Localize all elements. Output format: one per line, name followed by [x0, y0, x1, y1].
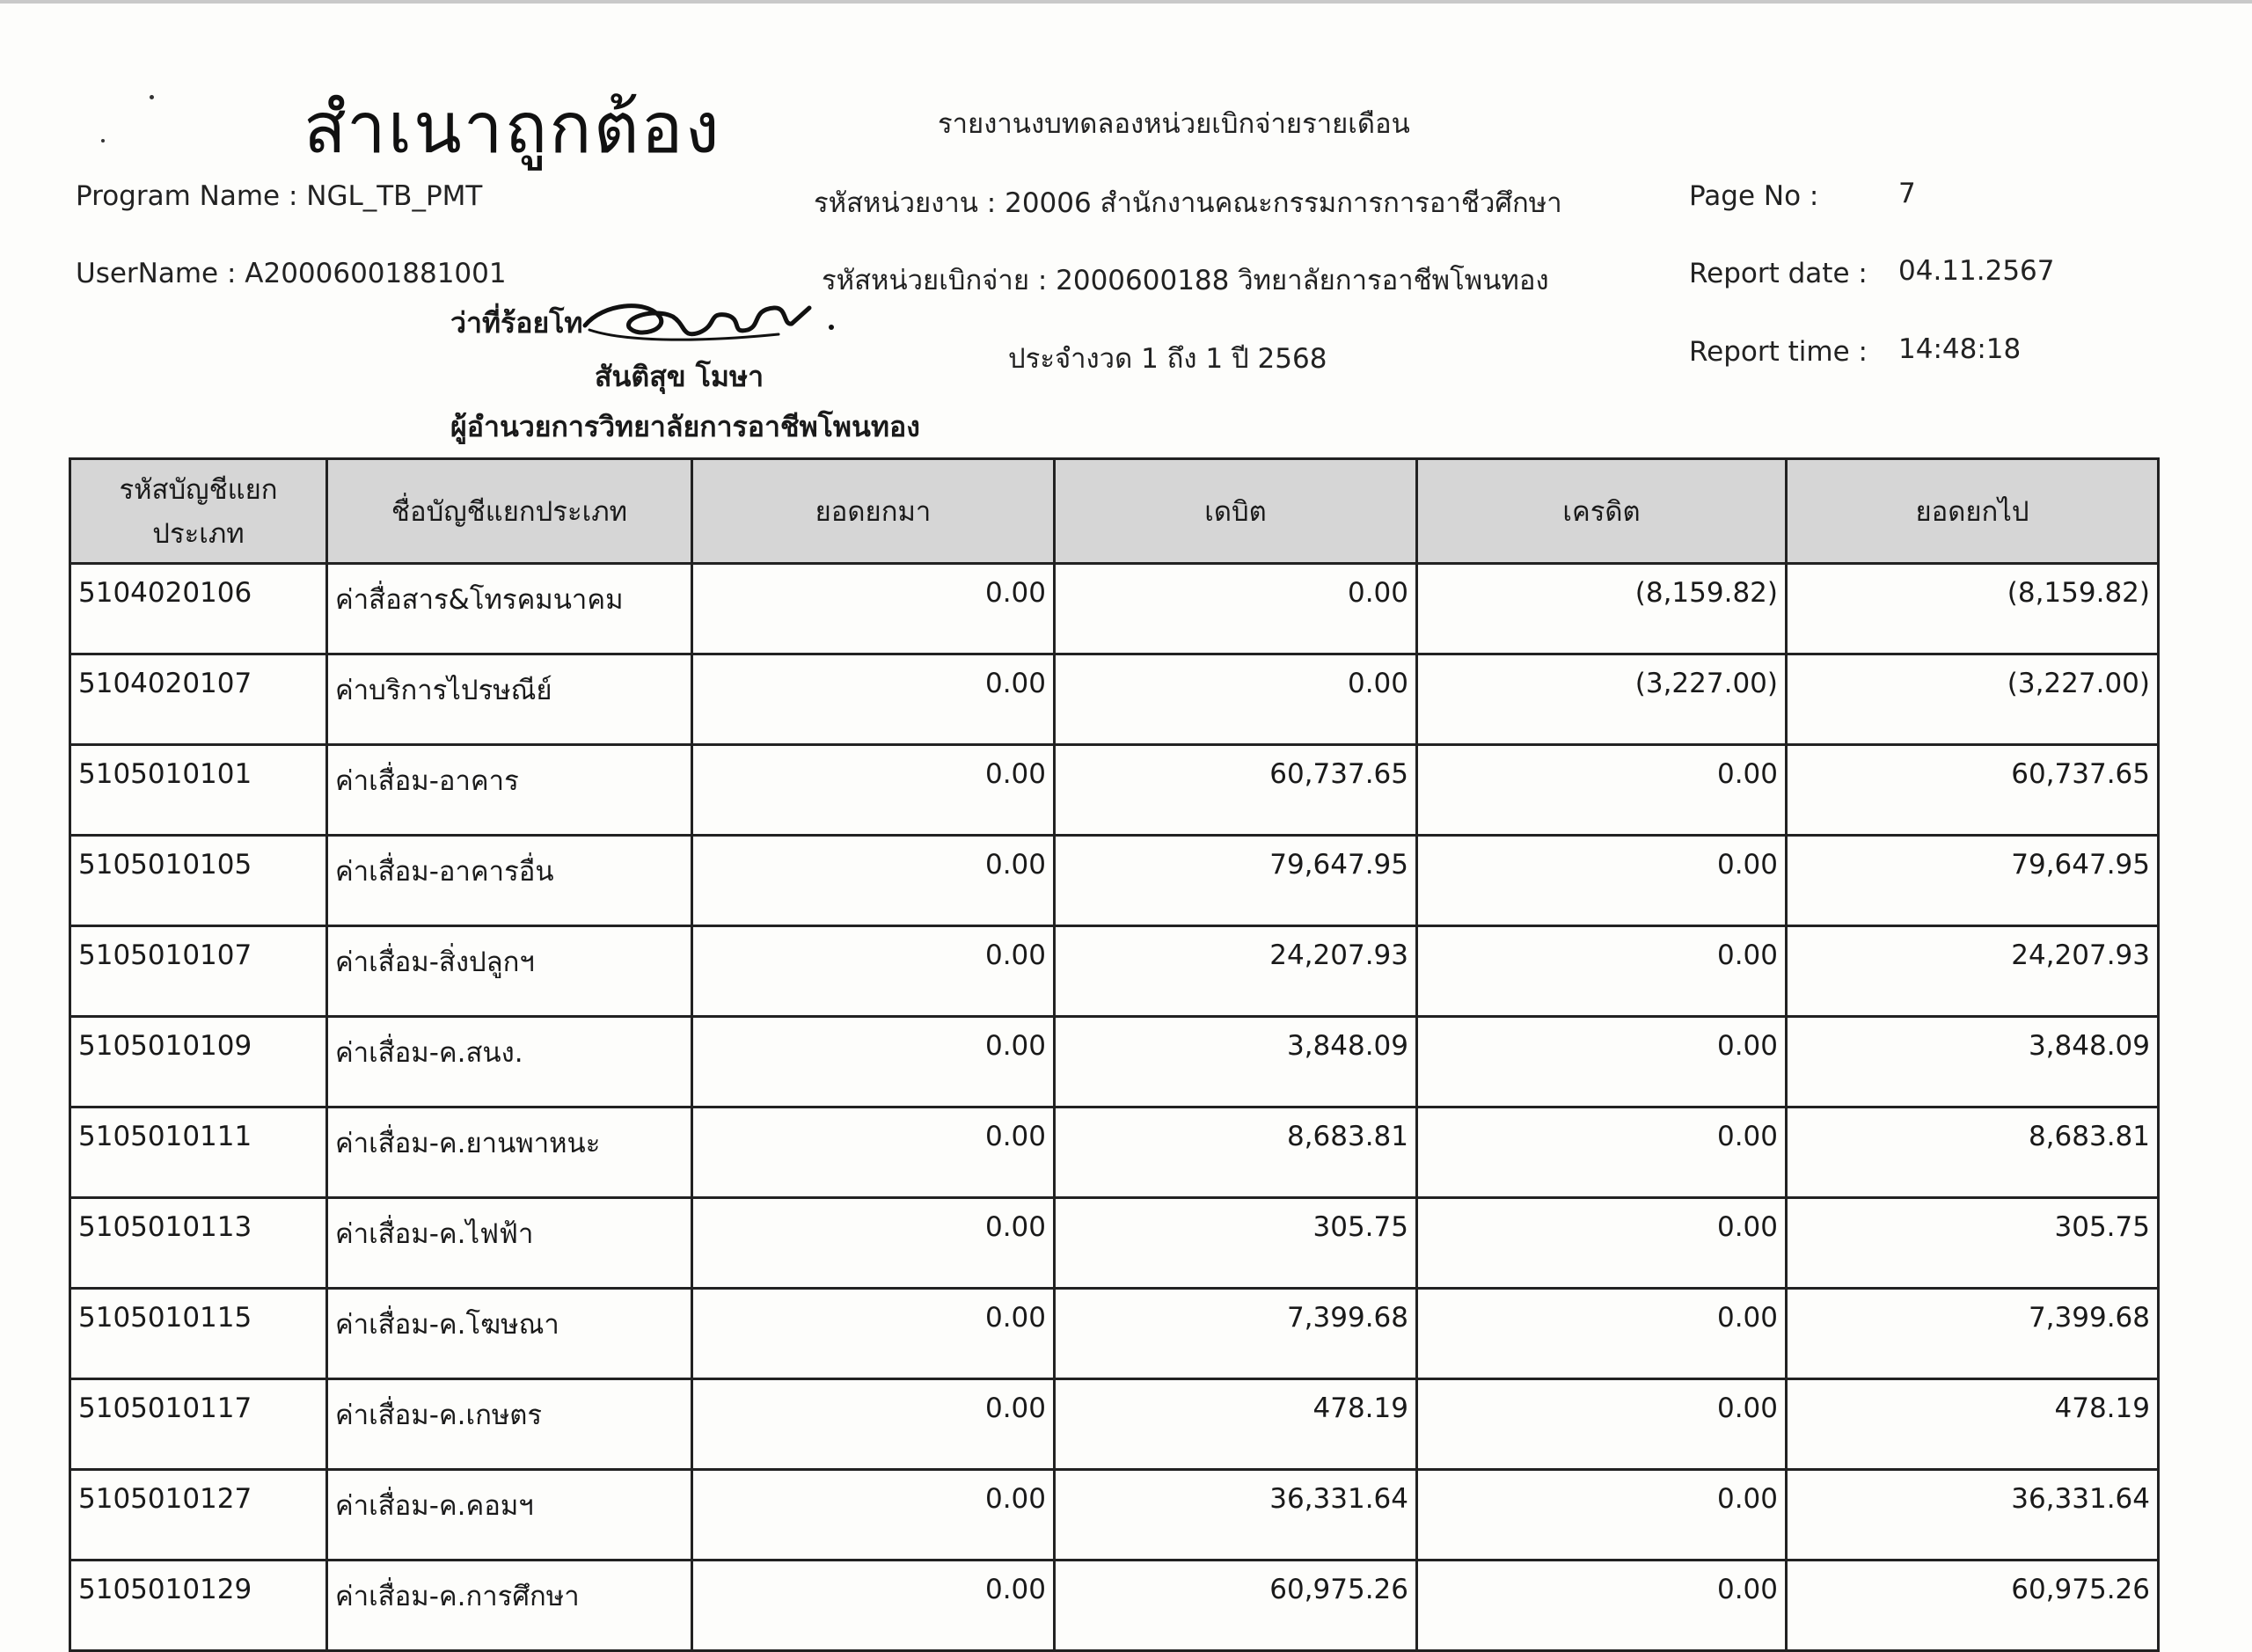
cell-account-code: 5105010113 [70, 1198, 327, 1289]
disbursement-unit-code: รหัสหน่วยเบิกจ่าย : 2000600188 วิทยาลัยการอาชีพโพนทอง [822, 265, 1549, 296]
cell-credit: 0.00 [1417, 745, 1787, 836]
header-account-code: รหัสบัญชีแยกประเภท [70, 459, 327, 564]
cell-credit: 0.00 [1417, 1289, 1787, 1379]
cell-account-name: ค่าเสื่อม-ค.การศึกษา [327, 1561, 692, 1651]
cell-account-name: ค่าเสื่อม-ค.คอมฯ [327, 1470, 692, 1561]
cell-carried-forward: 305.75 [1787, 1198, 2159, 1289]
cell-brought-forward: 0.00 [692, 654, 1055, 745]
cell-brought-forward: 0.00 [692, 1561, 1055, 1651]
table-row [70, 1289, 2159, 1379]
cell-carried-forward: (8,159.82) [1787, 564, 2159, 654]
table-row [70, 745, 2159, 836]
cell-carried-forward: 24,207.93 [1787, 926, 2159, 1017]
cell-carried-forward: 8,683.81 [1787, 1107, 2159, 1198]
cell-account-code: 5105010101 [70, 745, 327, 836]
table-row [70, 1379, 2159, 1470]
cell-account-code: 5105010105 [70, 836, 327, 926]
cell-account-name: ค่าสื่อสาร&โทรคมนาคม [327, 564, 692, 654]
cell-credit: 0.00 [1417, 926, 1787, 1017]
cell-brought-forward: 0.00 [692, 926, 1055, 1017]
signer-name: สันติสุข โมษา [595, 360, 764, 393]
cell-brought-forward: 0.00 [692, 836, 1055, 926]
table-row [70, 926, 2159, 1017]
table-row [70, 1198, 2159, 1289]
cell-account-name: ค่าเสื่อม-สิ่งปลูกฯ [327, 926, 692, 1017]
cell-brought-forward: 0.00 [692, 564, 1055, 654]
cell-account-name: ค่าเสื่อม-ค.สนง. [327, 1017, 692, 1107]
page-no-label: Page No : [1689, 180, 1819, 212]
cell-carried-forward: 60,975.26 [1787, 1561, 2159, 1651]
cell-carried-forward: 36,331.64 [1787, 1470, 2159, 1561]
report-title: รายงานงบทดลองหน่วยเบิกจ่ายรายเดือน [938, 108, 1410, 140]
cell-debit: 79,647.95 [1055, 836, 1417, 926]
cell-carried-forward: 7,399.68 [1787, 1289, 2159, 1379]
cell-debit: 0.00 [1055, 654, 1417, 745]
table-row [70, 654, 2159, 745]
table-row [70, 1107, 2159, 1198]
cell-debit: 7,399.68 [1055, 1289, 1417, 1379]
cell-credit: 0.00 [1417, 1470, 1787, 1561]
cell-account-code: 5105010129 [70, 1561, 327, 1651]
cell-account-code: 5105010107 [70, 926, 327, 1017]
cell-credit: 0.00 [1417, 1198, 1787, 1289]
header-carried-forward: ยอดยกไป [1787, 459, 2159, 564]
page-no-value: 7 [1898, 178, 1916, 209]
cell-account-name: ค่าเสื่อม-ค.เกษตร [327, 1379, 692, 1470]
cell-brought-forward: 0.00 [692, 1379, 1055, 1470]
cell-account-code: 5105010117 [70, 1379, 327, 1470]
cell-carried-forward: 478.19 [1787, 1379, 2159, 1470]
header-credit: เครดิต [1417, 459, 1787, 564]
cell-debit: 24,207.93 [1055, 926, 1417, 1017]
cell-account-name: ค่าเสื่อม-ค.ไฟฟ้า [327, 1198, 692, 1289]
cell-debit: 8,683.81 [1055, 1107, 1417, 1198]
cell-account-code: 5105010115 [70, 1289, 327, 1379]
user-name: UserName : A20006001881001 [76, 258, 507, 289]
cell-debit: 3,848.09 [1055, 1017, 1417, 1107]
scan-edge [0, 0, 2252, 4]
cell-debit: 305.75 [1055, 1198, 1417, 1289]
cell-account-name: ค่าบริการไปรษณีย์ [327, 654, 692, 745]
cell-carried-forward: 79,647.95 [1787, 836, 2159, 926]
certified-copy-stamp: สำเนาถูกต้อง [303, 87, 721, 169]
cell-debit: 478.19 [1055, 1379, 1417, 1470]
header-debit: เดบิต [1055, 459, 1417, 564]
trial-balance-table [69, 457, 2160, 1652]
table-row [70, 564, 2159, 654]
report-period: ประจำงวด 1 ถึง 1 ปี 2568 [1008, 343, 1327, 375]
cell-brought-forward: 0.00 [692, 1198, 1055, 1289]
cell-account-name: ค่าเสื่อม-ค.โฆษณา [327, 1289, 692, 1379]
cell-brought-forward: 0.00 [692, 1017, 1055, 1107]
cell-credit: 0.00 [1417, 1561, 1787, 1651]
cell-account-name: ค่าเสื่อม-อาคาร [327, 745, 692, 836]
cell-carried-forward: (3,227.00) [1787, 654, 2159, 745]
cell-credit: 0.00 [1417, 1379, 1787, 1470]
signer-rank: ว่าที่ร้อยโท [450, 306, 583, 340]
cell-brought-forward: 0.00 [692, 1470, 1055, 1561]
table-header-row [70, 459, 2159, 564]
handwritten-signature [576, 290, 840, 352]
cell-account-code: 5104020106 [70, 564, 327, 654]
cell-credit: 0.00 [1417, 1107, 1787, 1198]
report-date-label: Report date : [1689, 258, 1868, 289]
cell-debit: 36,331.64 [1055, 1470, 1417, 1561]
cell-account-name: ค่าเสื่อม-ค.ยานพาหนะ [327, 1107, 692, 1198]
report-time-label: Report time : [1689, 336, 1868, 368]
cell-debit: 60,737.65 [1055, 745, 1417, 836]
cell-debit: 0.00 [1055, 564, 1417, 654]
scan-speck [101, 139, 105, 143]
header-brought-forward: ยอดยกมา [692, 459, 1055, 564]
report-time-value: 14:48:18 [1898, 333, 2022, 365]
signer-position: ผู้อำนวยการวิทยาลัยการอาชีพโพนทอง [450, 410, 920, 443]
agency-code: รหัสหน่วยงาน : 20006 สำนักงานคณะกรรมการการอาชีวศึกษา [814, 187, 1562, 219]
cell-debit: 60,975.26 [1055, 1561, 1417, 1651]
cell-brought-forward: 0.00 [692, 1107, 1055, 1198]
cell-carried-forward: 3,848.09 [1787, 1017, 2159, 1107]
table-row [70, 1017, 2159, 1107]
cell-account-code: 5105010111 [70, 1107, 327, 1198]
cell-account-name: ค่าเสื่อม-อาคารอื่น [327, 836, 692, 926]
cell-carried-forward: 60,737.65 [1787, 745, 2159, 836]
cell-account-code: 5105010109 [70, 1017, 327, 1107]
header-account-name: ชื่อบัญชีแยกประเภท [327, 459, 692, 564]
cell-brought-forward: 0.00 [692, 745, 1055, 836]
cell-credit: 0.00 [1417, 1017, 1787, 1107]
table-body [70, 564, 2159, 1651]
table-row [70, 1470, 2159, 1561]
scan-speck [150, 95, 154, 99]
cell-credit: (3,227.00) [1417, 654, 1787, 745]
cell-credit: (8,159.82) [1417, 564, 1787, 654]
cell-account-code: 5104020107 [70, 654, 327, 745]
table-row [70, 836, 2159, 926]
cell-account-code: 5105010127 [70, 1470, 327, 1561]
cell-credit: 0.00 [1417, 836, 1787, 926]
table-row [70, 1561, 2159, 1651]
cell-brought-forward: 0.00 [692, 1289, 1055, 1379]
program-name: Program Name : NGL_TB_PMT [76, 180, 483, 212]
report-date-value: 04.11.2567 [1898, 255, 2055, 287]
